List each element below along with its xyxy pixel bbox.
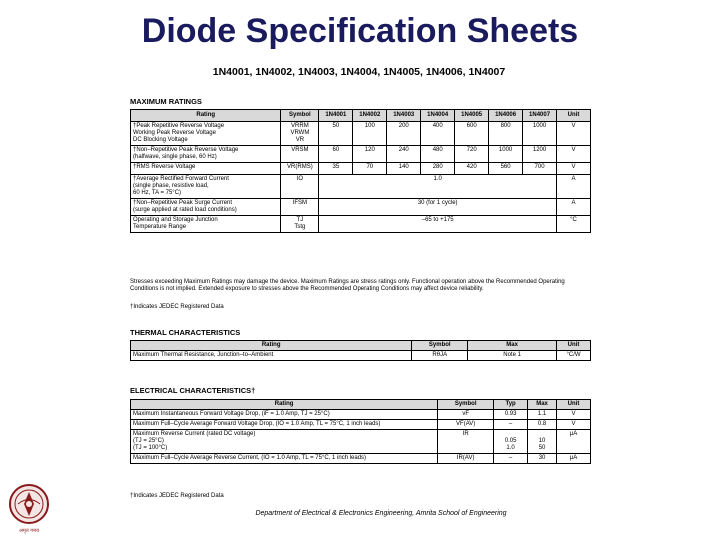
value-cell: 240 — [387, 146, 421, 163]
value-cell: 560 — [489, 163, 523, 175]
rating-cell: †Non–Repetitive Peak Reverse Voltage (halfwave, single phase, 60 Hz) — [131, 146, 281, 163]
value-cell: 600 — [455, 122, 489, 146]
value-cell: 280 — [421, 163, 455, 175]
thermal-header-symbol: Symbol — [412, 341, 468, 351]
electrical-typ-cell: – — [494, 454, 528, 464]
electrical-rating-cell: Maximum Instantaneous Forward Voltage Drop, (iF = 1.0 Amp, TJ = 25°C) — [131, 410, 438, 420]
value-cell: 480 — [421, 146, 455, 163]
value-cell: 1000 — [489, 146, 523, 163]
value-cell: 1200 — [523, 146, 557, 163]
electrical-jedec-note: †Indicates JEDEC Registered Data — [130, 493, 224, 499]
thermal-header-rating: Rating — [131, 341, 412, 351]
table-row — [131, 410, 591, 420]
value-cell: 700 — [523, 163, 557, 175]
value-cell: 720 — [455, 146, 489, 163]
symbol-cell: VR(RMS) — [281, 163, 319, 175]
electrical-typ-cell: 0.05 1.0 — [494, 430, 528, 454]
table-row — [131, 420, 591, 430]
electrical-max-cell: 10 50 — [528, 430, 557, 454]
electrical-max-cell: 0.8 — [528, 420, 557, 430]
header-rating: Rating — [131, 110, 281, 122]
max-ratings-heading: MAXIMUM RATINGS — [130, 97, 202, 106]
electrical-unit-cell: V — [557, 420, 591, 430]
merged-value-cell: –65 to +175 — [319, 216, 557, 233]
electrical-unit-cell: V — [557, 410, 591, 420]
electrical-table — [130, 399, 591, 464]
rating-cell: †Peak Repetitive Reverse Voltage Working Peak Reverse Voltage DC Blocking Voltage — [131, 122, 281, 146]
unit-cell: A — [557, 199, 591, 216]
value-cell: 35 — [319, 163, 353, 175]
electrical-rating-cell: Maximum Reverse Current (rated DC voltage) (TJ = 25°C) (TJ = 100°C) — [131, 430, 438, 454]
electrical-unit-cell: μA — [557, 454, 591, 464]
header-1n4006: 1N4006 — [489, 110, 523, 122]
max-ratings-header-row — [131, 110, 591, 122]
unit-cell: V — [557, 163, 591, 175]
electrical-header-unit: Unit — [557, 400, 591, 410]
max-ratings-jedec-note: †Indicates JEDEC Registered Data — [130, 304, 224, 310]
electrical-max-cell: 1.1 — [528, 410, 557, 420]
symbol-cell: IO — [281, 175, 319, 199]
thermal-max: Note 1 — [468, 351, 557, 361]
thermal-unit: °C/W — [557, 351, 591, 361]
header-1n4005: 1N4005 — [455, 110, 489, 122]
unit-cell: V — [557, 146, 591, 163]
header-1n4003: 1N4003 — [387, 110, 421, 122]
electrical-unit-cell: μA — [557, 430, 591, 454]
table-row — [131, 163, 591, 175]
value-cell: 1000 — [523, 122, 557, 146]
value-cell: 60 — [319, 146, 353, 163]
value-cell: 200 — [387, 122, 421, 146]
footer-department: Department of Electrical & Electronics Engineering, Amrita School of Engineering — [255, 510, 507, 517]
electrical-symbol-cell: IR(AV) — [438, 454, 494, 464]
electrical-header-typ: Typ — [494, 400, 528, 410]
table-row — [131, 454, 591, 464]
thermal-header-unit: Unit — [557, 341, 591, 351]
value-cell: 400 — [421, 122, 455, 146]
unit-cell: °C — [557, 216, 591, 233]
value-cell: 50 — [319, 122, 353, 146]
university-seal-logo — [6, 483, 52, 535]
header-1n4001: 1N4001 — [319, 110, 353, 122]
rating-cell: Operating and Storage Junction Temperature Range — [131, 216, 281, 233]
max-ratings-table — [130, 109, 591, 233]
electrical-symbol-cell: IR — [438, 430, 494, 454]
value-cell: 140 — [387, 163, 421, 175]
electrical-header-symbol: Symbol — [438, 400, 494, 410]
table-row — [131, 216, 591, 233]
merged-value-cell: 1.0 — [319, 175, 557, 199]
table-row — [131, 122, 591, 146]
electrical-typ-cell: 0.93 — [494, 410, 528, 420]
electrical-rating-cell: Maximum Full–Cycle Average Forward Voltage Drop, (IO = 1.0 Amp, TL = 75°C, 1 inch leads) — [131, 420, 438, 430]
value-cell: 120 — [353, 146, 387, 163]
value-cell: 100 — [353, 122, 387, 146]
rating-cell: †Average Rectified Forward Current (single phase, resistive load, 60 Hz, TA = 75°C) — [131, 175, 281, 199]
electrical-rating-cell: Maximum Full–Cycle Average Reverse Current, (IO = 1.0 Amp, TL = 75°C, 1 inch leads) — [131, 454, 438, 464]
value-cell: 800 — [489, 122, 523, 146]
header-1n4007: 1N4007 — [523, 110, 557, 122]
table-row — [131, 351, 591, 361]
seal-icon — [6, 483, 52, 535]
electrical-header-rating: Rating — [131, 400, 438, 410]
symbol-cell: IFSM — [281, 199, 319, 216]
header-1n4002: 1N4002 — [353, 110, 387, 122]
table-row — [131, 175, 591, 199]
symbol-cell: VRRM VRWM VR — [281, 122, 319, 146]
value-cell: 70 — [353, 163, 387, 175]
part-numbers-subtitle: 1N4001, 1N4002, 1N4003, 1N4004, 1N4005, 1N4006, 1N4007 — [212, 66, 506, 78]
thermal-symbol: RθJA — [412, 351, 468, 361]
thermal-table — [130, 340, 591, 361]
table-row — [131, 146, 591, 163]
electrical-typ-cell: – — [494, 420, 528, 430]
header-symbol: Symbol — [281, 110, 319, 122]
header-1n4004: 1N4004 — [421, 110, 455, 122]
unit-cell: A — [557, 175, 591, 199]
logo-caption: अमृतं गमय — [19, 528, 39, 534]
electrical-symbol-cell: vF — [438, 410, 494, 420]
unit-cell: V — [557, 122, 591, 146]
electrical-header-row — [131, 400, 591, 410]
slide-title: Diode Specification Sheets — [141, 12, 579, 50]
header-unit: Unit — [557, 110, 591, 122]
table-row — [131, 199, 591, 216]
electrical-header-max: Max — [528, 400, 557, 410]
thermal-heading: THERMAL CHARACTERISTICS — [130, 328, 241, 337]
thermal-header-row — [131, 341, 591, 351]
symbol-cell: VRSM — [281, 146, 319, 163]
rating-cell: †RMS Reverse Voltage — [131, 163, 281, 175]
electrical-max-cell: 30 — [528, 454, 557, 464]
merged-value-cell: 30 (for 1 cycle) — [319, 199, 557, 216]
thermal-rating: Maximum Thermal Resistance, Junction–to–Ambient — [131, 351, 412, 361]
electrical-heading: ELECTRICAL CHARACTERISTICS† — [130, 386, 256, 395]
max-ratings-note: Stresses exceeding Maximum Ratings may damage the device. Maximum Ratings are stress ratings only. Functional operation above the Recommended Operating Conditions is not implied. Extended exposure to stresses above the Recommended Operating Conditions may affect device reliability. — [130, 279, 565, 292]
rating-cell: †Non–Repetitive Peak Surge Current (surge applied at rated load conditions) — [131, 199, 281, 216]
electrical-symbol-cell: VF(AV) — [438, 420, 494, 430]
symbol-cell: TJ Tstg — [281, 216, 319, 233]
thermal-header-max: Max — [468, 341, 557, 351]
value-cell: 420 — [455, 163, 489, 175]
table-row — [131, 430, 591, 454]
